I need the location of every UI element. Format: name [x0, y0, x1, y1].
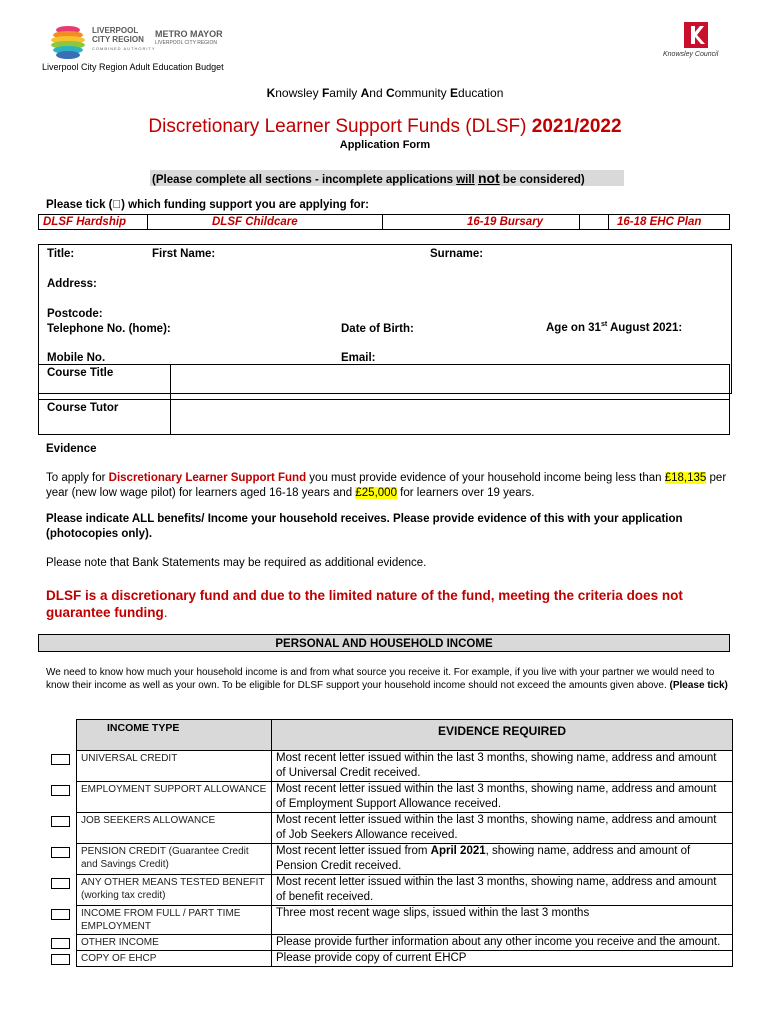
bank-statements-note: Please note that Bank Statements may be required as additional evidence. — [46, 557, 427, 569]
table-row: UNIVERSAL CREDIT Most recent letter issued within the last 3 months, showing name, address and amount of Universal Credit received. — [38, 751, 733, 782]
table-row: JOB SEEKERS ALLOWANCE Most recent letter issued within the last 3 months, showing name, address and amount of Job Seekers Allowance received. — [38, 813, 733, 844]
checkbox-universal-credit[interactable] — [51, 754, 70, 765]
funding-question: Please tick ( ) which funding support you are applying for: — [46, 199, 369, 211]
liverpool-city-region-logo — [48, 24, 88, 62]
first-name-field[interactable]: First Name: — [152, 248, 216, 260]
postcode-field[interactable]: Postcode: — [47, 308, 103, 320]
budget-label: Liverpool City Region Adult Education Budget — [42, 62, 224, 72]
telephone-field[interactable]: Telephone No. (home): — [47, 323, 171, 335]
household-intro: We need to know how much your household income is and from what source you receive it. For example, if you live with your partner we would need to know their income as well as your own. To be eligible for DLSF support your household income should not exceed the amounts given above. (Please tick) — [46, 667, 728, 691]
checkbox-other-means-tested[interactable] — [51, 878, 70, 889]
option-16-18-ehc-plan[interactable]: 16-18 EHC Plan — [609, 215, 730, 230]
checkbox-other-income[interactable] — [51, 938, 70, 949]
course-tutor-label: Course Tutor — [39, 400, 171, 435]
completion-note: (Please complete all sections - incomplete applications will not be considered) — [150, 170, 624, 186]
evidence-paragraph: To apply for Discretionary Learner Support Fund you must provide evidence of your household income being less than £18,135 per year (new low wage pilot) for learners aged 16-18 years and £25,000 for learners over 19 years. — [46, 472, 727, 499]
title-field[interactable]: Title: — [47, 248, 75, 260]
benefits-instruction: Please indicate ALL benefits/ Income your household receives. Please provide evidence of this with your application (photocopies only). — [46, 513, 683, 540]
income-type-header: INCOME TYPE — [77, 720, 272, 751]
checkbox-jsa[interactable] — [51, 816, 70, 827]
table-row: PENSION CREDIT (Guarantee Credit and Savings Credit) Most recent letter issued from April 2021, showing name, address and amount of Pension Credit received. — [38, 844, 733, 875]
option-16-19-bursary[interactable]: 16-19 Bursary — [383, 215, 580, 230]
household-income-heading: PERSONAL AND HOUSEHOLD INCOME — [38, 634, 730, 652]
funding-options-table — [38, 214, 730, 230]
table-row: EMPLOYMENT SUPPORT ALLOWANCE Most recent letter issued within the last 3 months, showing name, address and amount of Employment Support Allowance received. — [38, 782, 733, 813]
dob-field[interactable]: Date of Birth: — [341, 323, 414, 335]
checkbox-pension-credit[interactable] — [51, 847, 70, 858]
discretionary-warning: DLSF is a discretionary fund and due to the limited nature of the fund, meeting the criteria does not guarantee funding. — [46, 588, 683, 620]
course-title-input[interactable] — [171, 365, 730, 400]
knowsley-council-name: Knowsley Council — [663, 51, 719, 58]
table-row: INCOME FROM FULL / PART TIME EMPLOYMENT Three most recent wage slips, issued within the last 3 months — [38, 906, 733, 935]
option-blank-cell[interactable] — [580, 215, 609, 230]
course-title-label: Course Title — [39, 365, 171, 400]
table-row: ANY OTHER MEANS TESTED BENEFIT (working tax credit) Most recent letter issued within the last 3 months, showing name, address and amount of benefit received. — [38, 875, 733, 906]
course-table — [38, 364, 730, 435]
knowsley-council-logo — [684, 22, 708, 48]
address-field[interactable]: Address: — [47, 278, 97, 290]
mobile-field[interactable]: Mobile No. — [47, 352, 106, 364]
organisation-name: Knowsley Family And Community Education — [266, 86, 504, 100]
course-tutor-input[interactable] — [171, 400, 730, 435]
page-title: Discretionary Learner Support Funds (DLSF) 2021/2022 — [148, 116, 622, 137]
surname-field[interactable]: Surname: — [430, 248, 484, 260]
checkbox-esa[interactable] — [51, 785, 70, 796]
evidence-required-header: EVIDENCE REQUIRED — [272, 720, 733, 751]
evidence-heading: Evidence — [46, 443, 97, 455]
checkbox-ehcp[interactable] — [51, 954, 70, 965]
email-field[interactable]: Email: — [341, 352, 376, 364]
form-subtitle: Application Form — [339, 139, 431, 151]
option-dlsf-childcare[interactable]: DLSF Childcare — [148, 215, 383, 230]
table-row: OTHER INCOME Please provide further information about any other income you receive and the amount. — [38, 935, 733, 951]
table-row: COPY OF EHCP Please provide copy of current EHCP — [38, 951, 733, 967]
lcr-wordmark: LIVERPOOL CITY REGION COMBINED AUTHORITY — [92, 26, 156, 51]
checkbox-employment-income[interactable] — [51, 909, 70, 920]
option-dlsf-hardship[interactable]: DLSF Hardship — [39, 215, 148, 230]
age-field[interactable]: Age on 31st August 2021: — [546, 321, 683, 334]
metro-mayor-wordmark: METRO MAYOR LIVERPOOL CITY REGION — [155, 29, 223, 46]
income-table — [38, 719, 733, 967]
